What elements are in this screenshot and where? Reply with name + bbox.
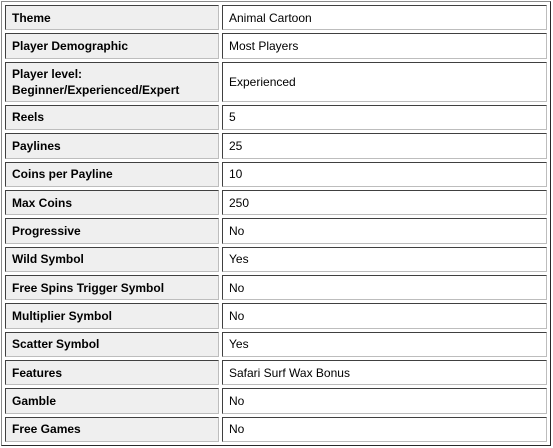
table-row <box>5 5 547 30</box>
row-label-line: Beginner/Experienced/Expert <box>12 82 180 97</box>
table-row <box>5 105 547 130</box>
table-row <box>5 133 547 158</box>
row-label: Features <box>5 360 219 385</box>
row-label: Reels <box>5 105 219 130</box>
row-value: No <box>222 303 547 328</box>
table-row <box>5 417 547 442</box>
table-row <box>5 303 547 328</box>
row-label: Theme <box>5 5 219 30</box>
row-label: Free Games <box>5 417 219 442</box>
row-value: Experienced <box>222 62 547 102</box>
row-value: Yes <box>222 332 547 357</box>
row-value: 10 <box>222 162 547 187</box>
row-value: No <box>222 388 547 413</box>
row-value: No <box>222 275 547 300</box>
row-value: Most Players <box>222 33 547 58</box>
table-row <box>5 190 547 215</box>
table-row <box>5 162 547 187</box>
row-label: Free Spins Trigger Symbol <box>5 275 219 300</box>
table-row <box>5 62 547 102</box>
table-row <box>5 332 547 357</box>
row-value: Animal Cartoon <box>222 5 547 30</box>
row-label: Coins per Payline <box>5 162 219 187</box>
row-label: Max Coins <box>5 190 219 215</box>
row-label: Wild Symbol <box>5 247 219 272</box>
row-label <box>5 62 219 102</box>
row-value: No <box>222 417 547 442</box>
row-label: Scatter Symbol <box>5 332 219 357</box>
row-label: Gamble <box>5 388 219 413</box>
table-row <box>5 388 547 413</box>
table-row <box>5 275 547 300</box>
row-value: 250 <box>222 190 547 215</box>
table-row <box>5 247 547 272</box>
row-value: Yes <box>222 247 547 272</box>
table-row <box>5 33 547 58</box>
row-value: 25 <box>222 133 547 158</box>
slot-info-table <box>1 1 551 446</box>
row-label: Progressive <box>5 218 219 243</box>
row-value: Safari Surf Wax Bonus <box>222 360 547 385</box>
table-row <box>5 360 547 385</box>
row-label: Paylines <box>5 133 219 158</box>
row-label: Multiplier Symbol <box>5 303 219 328</box>
row-value: No <box>222 218 547 243</box>
row-label-line: Player level: <box>12 66 83 81</box>
row-value: 5 <box>222 105 547 130</box>
row-label: Player Demographic <box>5 33 219 58</box>
table-row <box>5 218 547 243</box>
